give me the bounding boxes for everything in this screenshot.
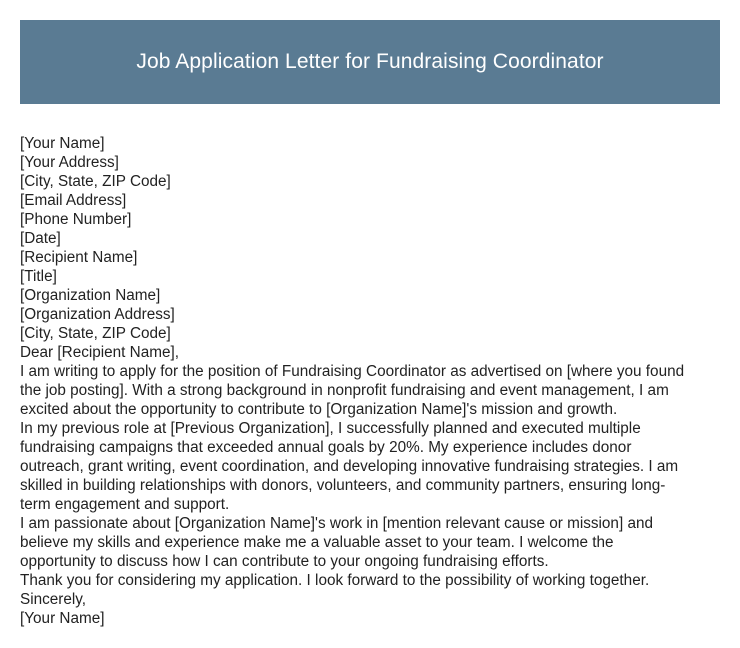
organization-address: [Organization Address] — [20, 306, 175, 323]
closing: Sincerely, — [20, 591, 87, 608]
paragraph-line: skilled in building relationships with donors, volunteers, and community partners, ensuring long- — [20, 477, 666, 494]
paragraph-line: fundraising campaigns that exceeded annual goals by 20%. My experience includes donor — [20, 439, 632, 456]
salutation: Dear [Recipient Name], — [20, 344, 179, 361]
page-title: Job Application Letter for Fundraising Coordinator — [136, 50, 604, 73]
sender-city: [City, State, ZIP Code] — [20, 173, 171, 190]
paragraph-line: term engagement and support. — [20, 496, 230, 513]
paragraph-motivation — [20, 514, 720, 571]
paragraph-experience — [20, 419, 720, 514]
paragraph-line: outreach, grant writing, event coordination, and developing innovative fundraising strategies. I am — [20, 458, 679, 475]
paragraph-line: Thank you for considering my application. I look forward to the possibility of working together. — [20, 572, 650, 589]
paragraph-line: I am writing to apply for the position of Fundraising Coordinator as advertised on [where you found — [20, 363, 685, 380]
paragraph-thanks — [20, 571, 720, 590]
paragraph-intro — [20, 362, 720, 419]
letter-body — [20, 134, 720, 628]
organization-city: [City, State, ZIP Code] — [20, 325, 171, 342]
paragraph-line: I am passionate about [Organization Name]'s work in [mention relevant cause or mission] and — [20, 515, 653, 532]
sender-name: [Your Name] — [20, 135, 105, 152]
title-banner — [20, 20, 720, 104]
signature: [Your Name] — [20, 610, 105, 627]
sender-email: [Email Address] — [20, 192, 127, 209]
organization-name: [Organization Name] — [20, 287, 161, 304]
paragraph-line: In my previous role at [Previous Organization], I successfully planned and executed multiple — [20, 420, 641, 437]
recipient-title: [Title] — [20, 268, 57, 285]
sender-address: [Your Address] — [20, 154, 119, 171]
letter-date: [Date] — [20, 230, 61, 247]
paragraph-line: the job posting]. With a strong background in nonprofit fundraising and event management, I am — [20, 382, 669, 399]
sender-phone: [Phone Number] — [20, 211, 132, 228]
paragraph-line: excited about the opportunity to contribute to [Organization Name]'s mission and growth. — [20, 401, 618, 418]
paragraph-line: believe my skills and experience make me a valuable asset to your team. I welcome the — [20, 534, 614, 551]
recipient-name: [Recipient Name] — [20, 249, 138, 266]
paragraph-line: opportunity to discuss how I can contribute to your ongoing fundraising efforts. — [20, 553, 549, 570]
